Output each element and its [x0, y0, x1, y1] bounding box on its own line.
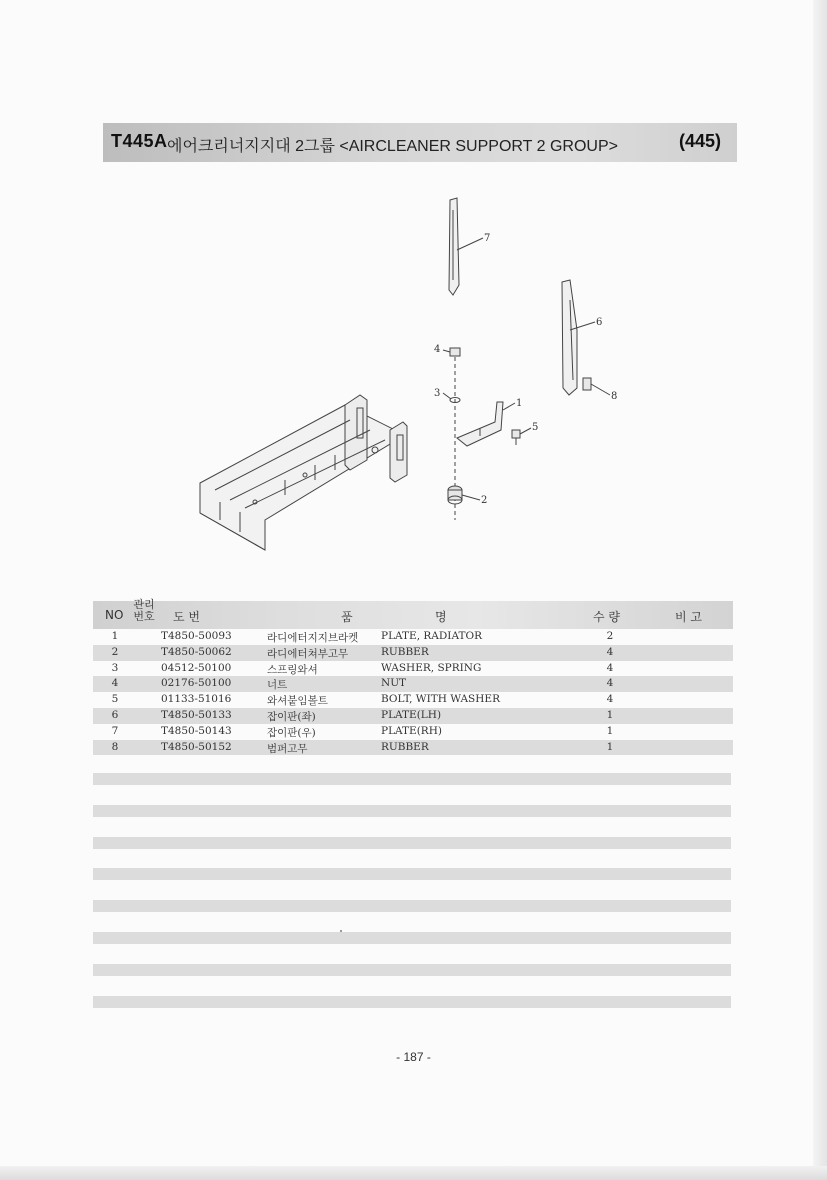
header-mgmt-bottom: 번호	[133, 610, 155, 623]
row-part-no: 01133-51016	[161, 693, 232, 706]
row-no: 1	[111, 630, 119, 642]
row-part-no: T4850-50152	[161, 740, 232, 753]
header-qty: 수 량	[593, 610, 620, 624]
row-name-eng: BOLT, WITH WASHER	[381, 693, 500, 706]
table-row	[93, 629, 733, 645]
row-part-no: T4850-50093	[161, 630, 232, 642]
callout-7: 7	[484, 233, 491, 244]
row-qty: 1	[606, 724, 614, 737]
empty-row	[93, 805, 731, 817]
header-drawing-no: 도 번	[173, 610, 200, 624]
table-row	[93, 708, 733, 724]
callout-1: 1	[516, 398, 523, 409]
row-qty: 1	[606, 708, 614, 721]
part-2-rubber-drawing	[448, 486, 462, 504]
row-no: 3	[111, 661, 119, 674]
callout-2: 2	[481, 495, 488, 506]
part-4-nut-drawing	[450, 348, 460, 356]
callout-6: 6	[596, 317, 603, 328]
row-qty: 4	[606, 693, 614, 706]
header-no: NO	[105, 608, 124, 622]
chassis-frame-drawing	[200, 395, 407, 550]
row-no: 6	[111, 708, 119, 721]
callout-4: 4	[434, 344, 441, 355]
empty-row	[93, 868, 731, 880]
row-name-kor: 라디에터지지브라켓	[267, 632, 359, 644]
header-mgmt-no	[131, 599, 157, 623]
row-qty: 1	[606, 740, 614, 753]
row-no: 7	[111, 724, 119, 737]
callout-3: 3	[434, 388, 441, 399]
page-header	[103, 123, 737, 162]
table-row	[93, 692, 733, 708]
group-code: T445A	[111, 131, 168, 151]
row-no: 5	[111, 693, 119, 706]
row-name-eng: PLATE, RADIATOR	[381, 630, 482, 642]
scan-speck	[340, 930, 342, 932]
row-name-kor: 잡이판(우)	[267, 726, 316, 739]
row-name-kor: 와셔붙임볼트	[267, 695, 328, 708]
empty-row	[93, 964, 731, 976]
empty-row	[93, 773, 731, 785]
row-name-kor: 너트	[267, 679, 288, 692]
page-edge-bottom	[0, 1166, 827, 1180]
row-no: 2	[111, 645, 119, 658]
row-qty: 4	[606, 677, 614, 690]
row-no: 8	[111, 740, 119, 753]
row-part-no: 02176-50100	[161, 677, 232, 690]
row-qty: 2	[606, 630, 614, 642]
table-row	[93, 724, 733, 740]
part-6-plate-lh-drawing	[562, 280, 577, 395]
header-item-a: 품	[341, 610, 353, 624]
row-name-eng: PLATE(RH)	[381, 724, 442, 737]
callout-8: 8	[611, 391, 618, 402]
table-row	[93, 645, 733, 661]
row-name-eng: RUBBER	[381, 645, 429, 658]
part-7-plate-rh-drawing	[449, 198, 459, 295]
header-mgmt-top: 관리	[133, 598, 155, 611]
empty-row	[93, 932, 731, 944]
empty-row	[93, 996, 731, 1008]
table-row	[93, 676, 733, 692]
row-name-kor: 라디에터쳐부고무	[267, 647, 349, 660]
table-row	[93, 740, 733, 756]
part-5-bolt-drawing	[512, 430, 520, 445]
header-item-b: 명	[435, 610, 447, 624]
empty-table-rows	[93, 773, 731, 1027]
page-edge-right	[813, 0, 827, 1180]
page-number: - 187 -	[396, 1050, 431, 1064]
empty-row	[93, 837, 731, 849]
row-name-eng: RUBBER	[381, 740, 429, 753]
row-name-eng: NUT	[381, 677, 407, 690]
part-1-bracket-drawing	[457, 402, 503, 446]
row-part-no: 04512-50100	[161, 661, 232, 674]
row-part-no: T4850-50133	[161, 708, 232, 721]
row-part-no: T4850-50143	[161, 724, 232, 737]
group-page-ref: (445)	[678, 131, 721, 151]
row-qty: 4	[606, 645, 614, 658]
group-title: 에어크리너지지대 2그룹 <AIRCLEANER SUPPORT 2 GROUP>	[167, 138, 618, 155]
parts-table-header	[93, 598, 733, 629]
empty-row	[93, 900, 731, 912]
row-name-kor: 스프링와셔	[267, 663, 318, 676]
parts-table	[93, 598, 733, 755]
row-name-eng: WASHER, SPRING	[381, 661, 482, 674]
row-name-kor: 잡이판(좌)	[267, 710, 316, 723]
row-name-eng: PLATE(LH)	[381, 708, 442, 721]
table-row	[93, 661, 733, 677]
part-8-rubber-drawing	[583, 378, 591, 390]
header-remarks: 비 고	[675, 610, 702, 624]
row-name-kor: 범퍼고무	[267, 742, 308, 755]
row-part-no: T4850-50062	[161, 645, 232, 658]
exploded-parts-diagram	[185, 190, 645, 560]
row-no: 4	[111, 677, 119, 690]
callout-5: 5	[532, 422, 539, 433]
row-qty: 4	[606, 661, 614, 674]
